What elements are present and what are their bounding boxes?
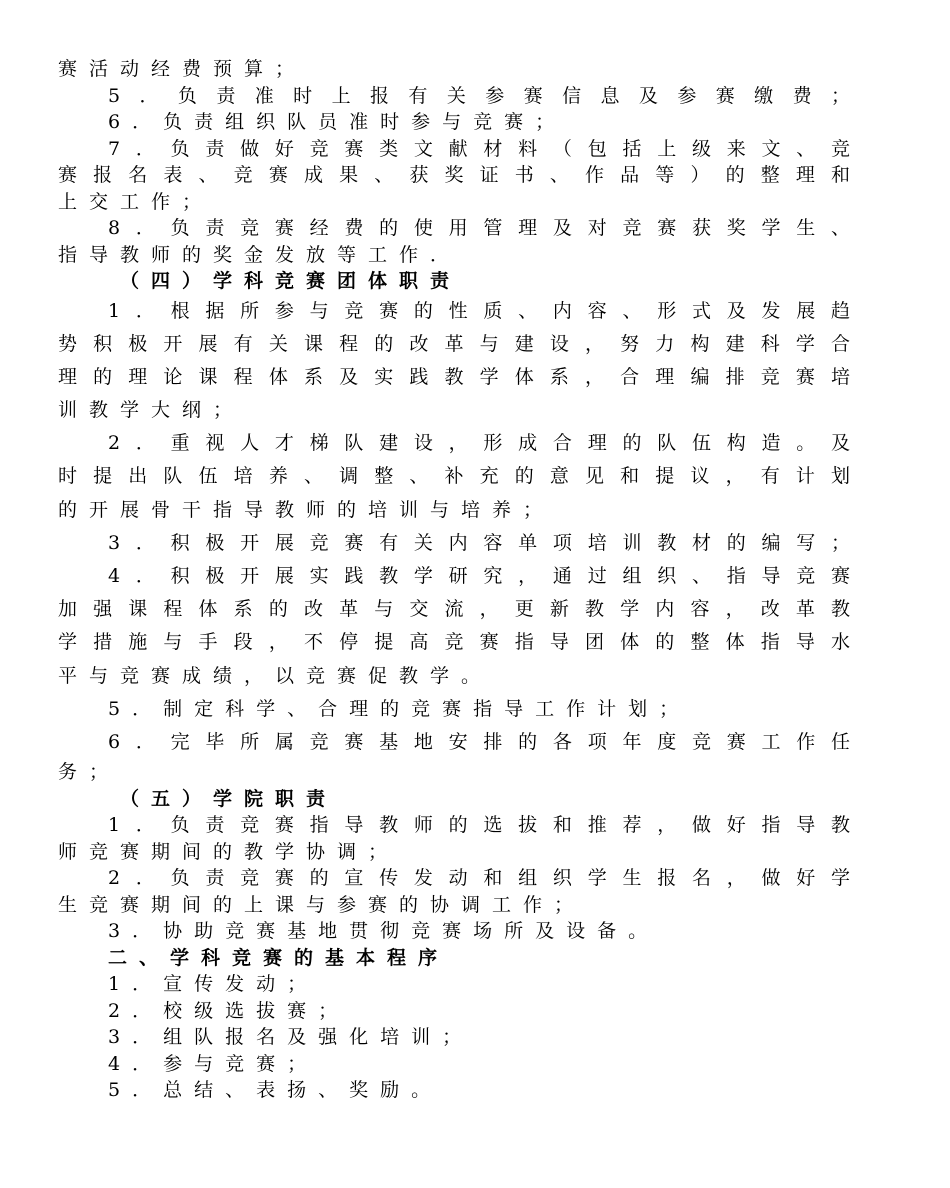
section-heading: （五）学院职责 xyxy=(120,787,338,810)
paragraph-line: 加强课程体系的改革与交流，更新教学内容，改革教 xyxy=(58,598,850,621)
paragraph-line: 平与竞赛成绩，以竞赛促教学。 xyxy=(58,664,493,687)
list-item: 3．组队报名及强化培训； xyxy=(108,1026,474,1049)
list-item: 4．参与竞赛； xyxy=(108,1052,319,1075)
paragraph-line: 赛报名表、竞赛成果、获奖证书、作品等）的整理和 xyxy=(58,164,850,186)
document-page xyxy=(58,56,850,1104)
paragraph-line: 势积极开展有关课程的改革与建设，努力构建科学合 xyxy=(58,332,850,355)
section-heading: 二、学科竞赛的基本程序 xyxy=(108,946,450,969)
paragraph-line: 1．负责竞赛指导教师的选拔和推荐，做好指导教 xyxy=(108,814,850,837)
paragraph-line: 6．负责组织队员准时参与竞赛； xyxy=(108,111,567,133)
list-item: 5．总结、表扬、奖励。 xyxy=(108,1079,443,1102)
paragraph-line: 4．积极开展实践教学研究，通过组织、指导竞赛 xyxy=(108,565,850,587)
paragraph-line: 5．负责准时上报有关参赛信息及参赛缴费； xyxy=(108,84,850,107)
paragraph-line: 训教学大纲； xyxy=(58,399,245,422)
paragraph-line: 8．负责竞赛经费的使用管理及对竞赛获奖学生、 xyxy=(108,217,850,239)
paragraph-line: 学措施与手段，不停提高竞赛指导团体的整体指导水 xyxy=(58,631,850,654)
paragraph-line: 7．负责做好竞赛类文献材料（包括上级来文、竞 xyxy=(108,137,850,160)
paragraph-line: 赛活动经费预算； xyxy=(58,58,307,80)
paragraph-line: 2．负责竞赛的宣传发动和组织学生报名，做好学 xyxy=(108,867,850,890)
paragraph-line: 3．协助竞赛基地贯彻竞赛场所及设备。 xyxy=(108,920,660,943)
list-item: 1．宣传发动； xyxy=(108,973,319,996)
paragraph-line: 5．制定科学、合理的竞赛指导工作计划； xyxy=(108,697,691,720)
paragraph-line: 师竞赛期间的教学协调； xyxy=(58,840,400,863)
paragraph-line: 的开展骨干指导教师的培训与培养； xyxy=(58,498,555,521)
paragraph-line: 生竞赛期间的上课与参赛的协调工作； xyxy=(58,893,586,916)
list-item: 2．校级选拔赛； xyxy=(108,999,350,1022)
paragraph-line: 6．完毕所属竞赛基地安排的各项年度竞赛工作任 xyxy=(108,730,850,753)
paragraph-line: 2．重视人才梯队建设，形成合理的队伍构造。及 xyxy=(108,432,850,455)
paragraph-line: 3．积极开展竞赛有关内容单项培训教材的编写； xyxy=(108,531,850,554)
paragraph-line: 务； xyxy=(58,761,121,784)
section-heading: （四）学科竞赛团体职责 xyxy=(120,270,462,292)
paragraph-line: 指导教师的奖金发放等工作． xyxy=(58,243,462,266)
paragraph-line: 时提出队伍培养、调整、补充的意见和提议，有计划 xyxy=(58,465,850,488)
paragraph-line: 1．根据所参与竞赛的性质、内容、形式及发展趋 xyxy=(108,299,850,322)
paragraph-line: 理的理论课程体系及实践教学体系，合理编排竞赛培 xyxy=(58,365,850,388)
paragraph-line: 上交工作； xyxy=(58,190,214,213)
